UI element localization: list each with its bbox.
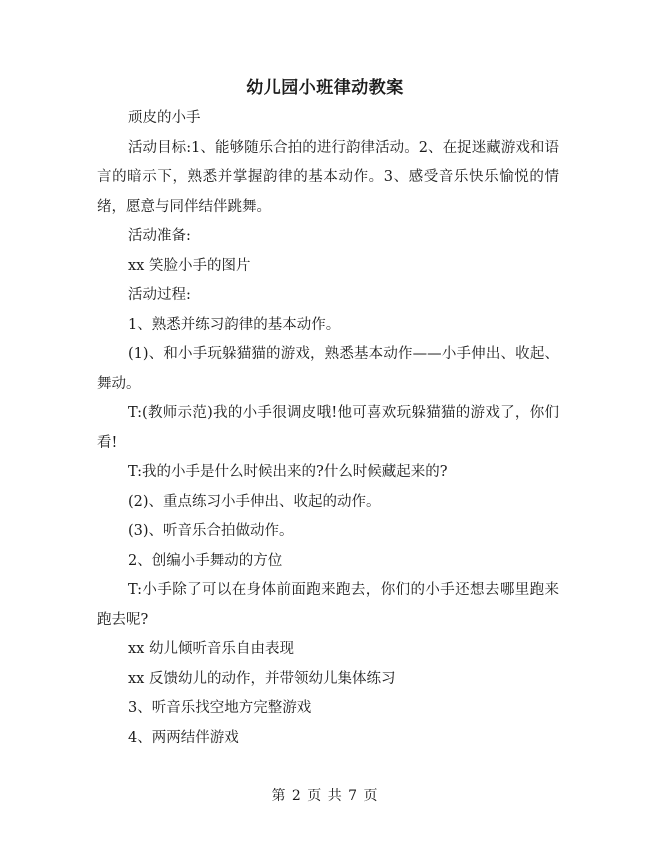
paragraph: 4、两两结伴游戏 xyxy=(128,729,239,746)
paragraph: (2)、重点练习小手伸出、收起的动作。 xyxy=(128,493,381,510)
paragraph: (3)、听音乐合拍做动作。 xyxy=(128,523,294,539)
page-number-footer: 第 2 页 共 7 页 xyxy=(271,788,379,804)
document-body xyxy=(97,104,559,753)
paragraph: xx 幼儿倾听音乐自由表现 xyxy=(128,641,294,657)
paragraph: 1、熟悉并练习韵律的基本动作。 xyxy=(128,316,341,333)
paragraph: xx 笑脸小手的图片 xyxy=(128,257,251,274)
paragraph: T:(教师示范)我的小手很调皮哦!他可喜欢玩躲猫猫的游戏了，你们看! xyxy=(97,405,559,451)
paragraph: 顽皮的小手 xyxy=(128,110,201,126)
paragraph: 活动准备: xyxy=(128,228,191,244)
paragraph: xx 反馈幼儿的动作，并带领幼儿集体练习 xyxy=(128,670,396,687)
document-title: 幼儿园小班律动教案 xyxy=(246,78,404,98)
paragraph: 活动过程: xyxy=(128,287,191,303)
paragraph: 活动目标:1、能够随乐合拍的进行韵律活动。2、在捉迷藏游戏和语言的暗示下，熟悉并掌握韵律的基本动作。3、感受音乐快乐愉悦的情绪，愿意与同伴结伴跳舞。 xyxy=(97,139,559,215)
paragraph: 3、听音乐找空地方完整游戏 xyxy=(128,700,312,716)
paragraph: 2、创编小手舞动的方位 xyxy=(128,552,283,569)
paragraph: (1)、和小手玩躲猫猫的游戏，熟悉基本动作——小手伸出、收起、舞动。 xyxy=(97,346,559,392)
paragraph: T:小手除了可以在身体前面跑来跑去，你们的小手还想去哪里跑来跑去呢? xyxy=(97,582,559,628)
paragraph: T:我的小手是什么时候出来的?什么时候藏起来的? xyxy=(128,464,448,480)
